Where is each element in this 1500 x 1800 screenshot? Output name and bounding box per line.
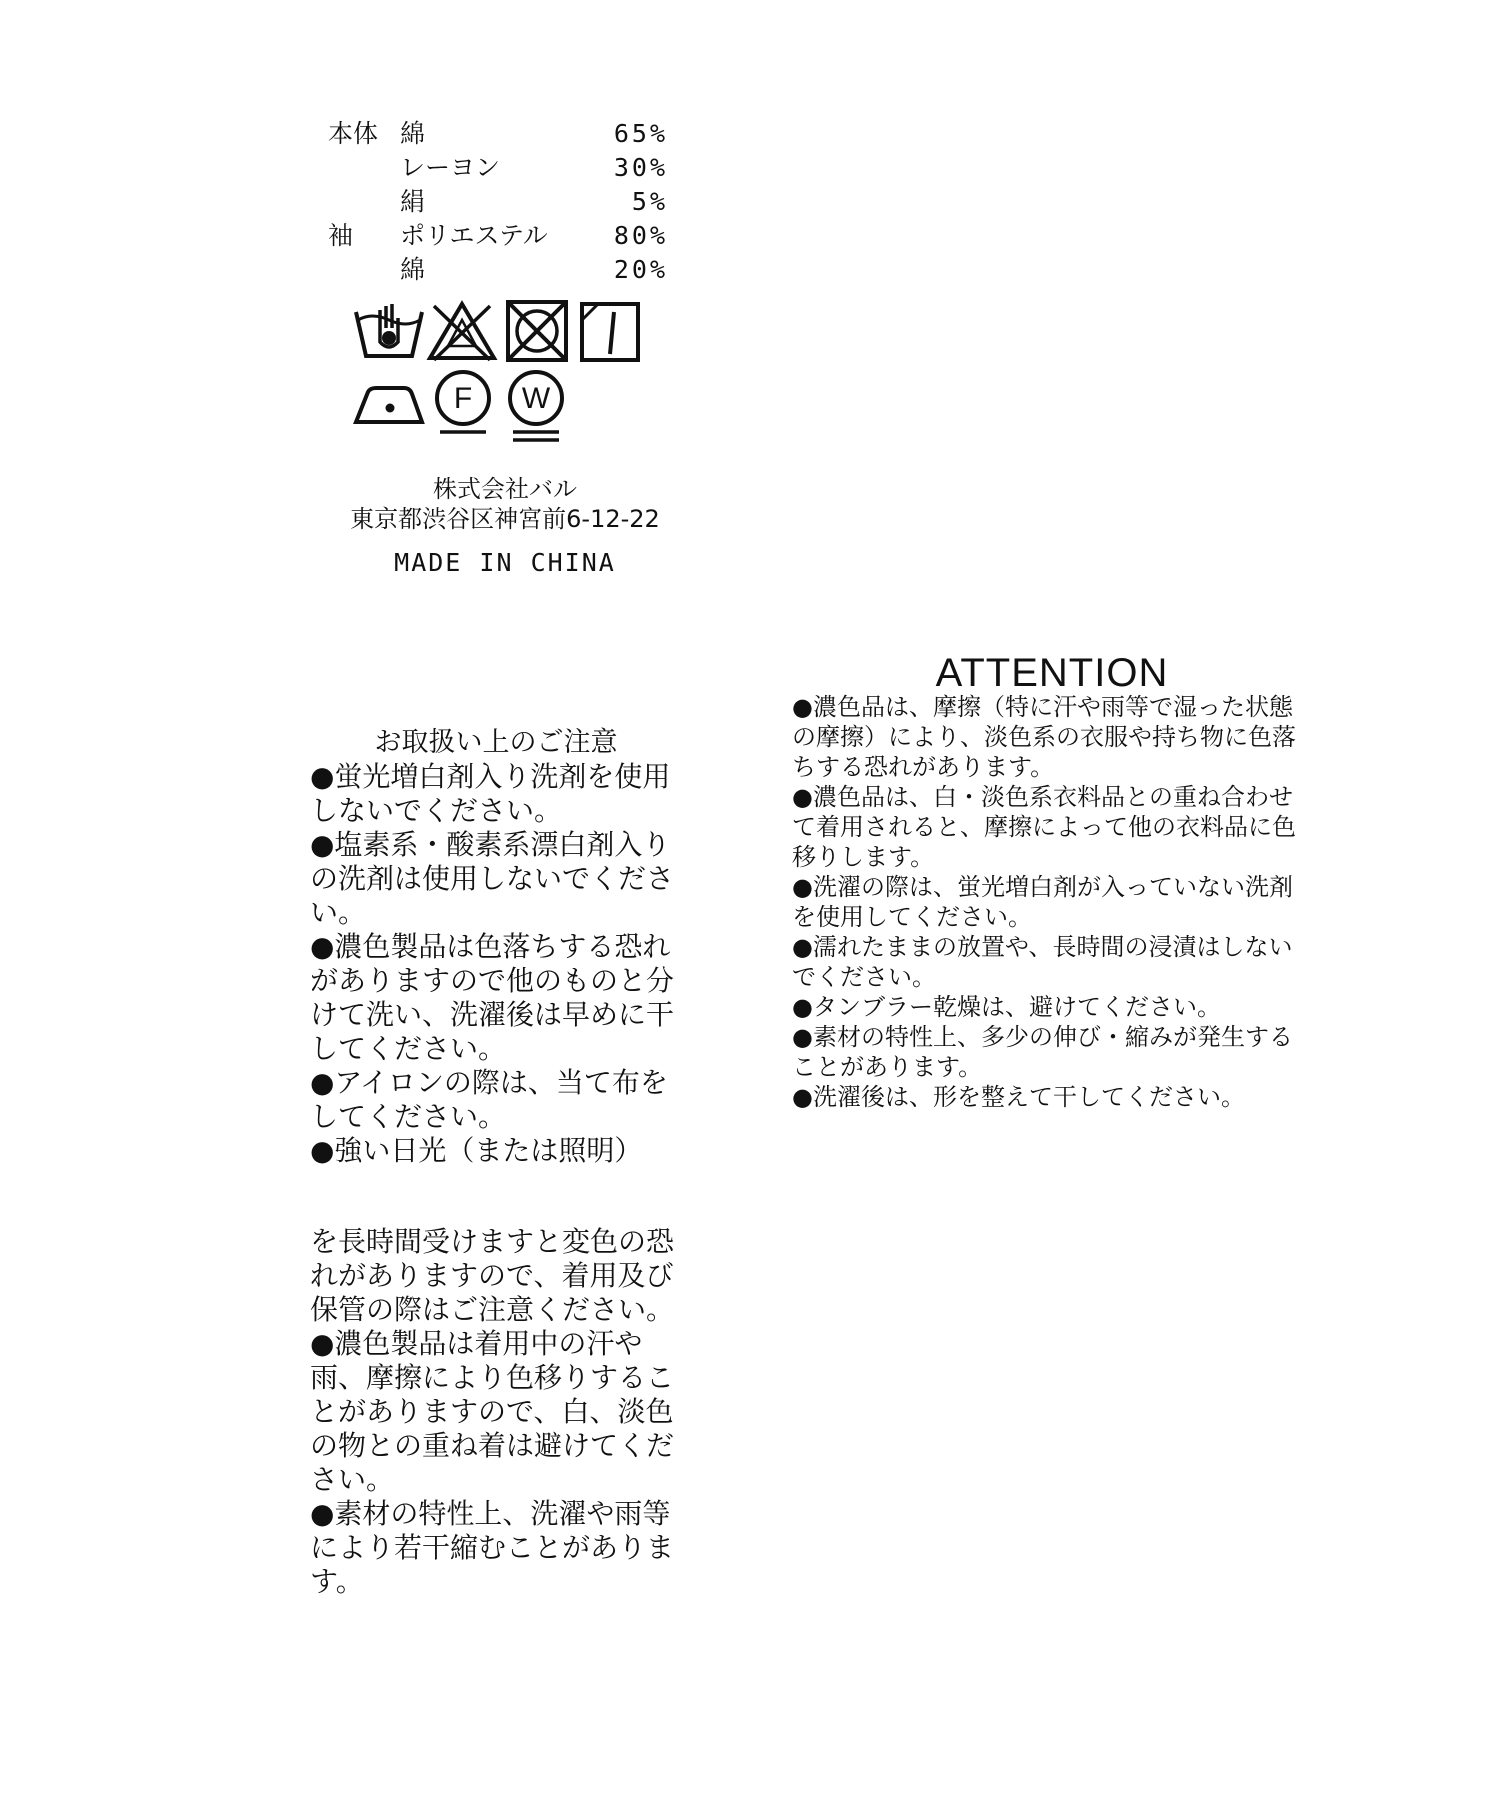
dry-clean-f-icon <box>432 368 494 436</box>
handling-section <box>310 726 682 1168</box>
dry-clean-label: F <box>453 382 473 415</box>
handling-item: を長時間受けますと変色の恐れがありますので、着用及び保管の際はご注意ください。 <box>310 1225 675 1326</box>
attention-title: ATTENTION <box>935 651 1169 695</box>
iron-low-icon <box>352 378 428 428</box>
handling-item: ●素材の特性上、洗濯や雨等により若干縮むことがあります。 <box>310 1497 675 1598</box>
handling-item: ●蛍光増白剤入り洗剤を使用しないでください。 <box>310 760 671 827</box>
line-dry-shade-icon <box>578 300 642 364</box>
handling-item: ●濃色製品は着用中の汗や雨、摩擦により色移りすることがありますので、白、淡色の物との重ね着は避けてください。 <box>310 1327 675 1496</box>
handling-item: ●強い日光（または照明） <box>310 1134 643 1167</box>
hand-wash-icon <box>352 298 426 364</box>
composition-material: 綿 <box>400 255 426 284</box>
composition-row <box>328 219 668 253</box>
attention-section <box>792 692 1312 1112</box>
composition-material: 絹 <box>400 187 426 216</box>
wet-clean-w-icon <box>505 368 567 444</box>
composition-material: ポリエステル <box>400 221 548 250</box>
attention-item: ●タンブラー乾燥は、避けてください。 <box>792 993 1221 1021</box>
wet-clean-label: W <box>521 382 551 415</box>
attention-item: ●洗濯後は、形を整えて干してください。 <box>792 1083 1245 1111</box>
composition-row <box>328 253 668 287</box>
composition-percent: 20% <box>613 255 668 284</box>
attention-item: ●濃色品は、白・淡色系衣料品との重ね合わせて着用されると、摩擦によって他の衣料品に色移りします。 <box>792 783 1296 871</box>
composition-percent: 65% <box>613 119 668 148</box>
attention-item: ●濡れたままの放置や、長時間の浸漬はしないでください。 <box>792 933 1293 991</box>
attention-item: ●濃色品は、摩擦（特に汗や雨等で湿った状態の摩擦）により、淡色系の衣服や持ち物に色落ちする恐れがあります。 <box>792 693 1296 781</box>
handling-continued <box>310 1225 682 1599</box>
country-of-origin: MADE IN CHINA <box>394 548 616 577</box>
no-tumble-dry-icon <box>504 298 570 364</box>
no-bleach-icon <box>426 298 498 364</box>
attention-item: ●洗濯の際は、蛍光増白剤が入っていない洗剤を使用してください。 <box>792 873 1293 931</box>
composition-percent: 30% <box>613 153 668 182</box>
handling-item: ●塩素系・酸素系漂白剤入りの洗剤は使用しないでください。 <box>310 828 675 929</box>
composition-part: 袖 <box>328 221 354 250</box>
composition-row <box>328 185 668 219</box>
attention-item: ●素材の特性上、多少の伸び・縮みが発生することがあります。 <box>792 1023 1293 1081</box>
composition-part: 本体 <box>328 119 379 148</box>
company-address: 東京都渋谷区神宮前6-12-22 <box>350 505 660 533</box>
composition-material: レーヨン <box>400 153 501 182</box>
composition-row <box>328 151 668 185</box>
handling-title: お取扱い上のご注意 <box>374 727 618 758</box>
composition-percent: 80% <box>613 221 668 250</box>
composition-row <box>328 117 668 151</box>
composition-material: 綿 <box>400 119 426 148</box>
handling-item: ●濃色製品は色落ちする恐れがありますので他のものと分けて洗い、洗濯後は早めに干してください。 <box>310 930 675 1065</box>
composition-percent: 5% <box>631 187 668 216</box>
company-name: 株式会社バル <box>433 475 577 503</box>
handling-item: ●アイロンの際は、当て布をしてください。 <box>310 1066 668 1133</box>
